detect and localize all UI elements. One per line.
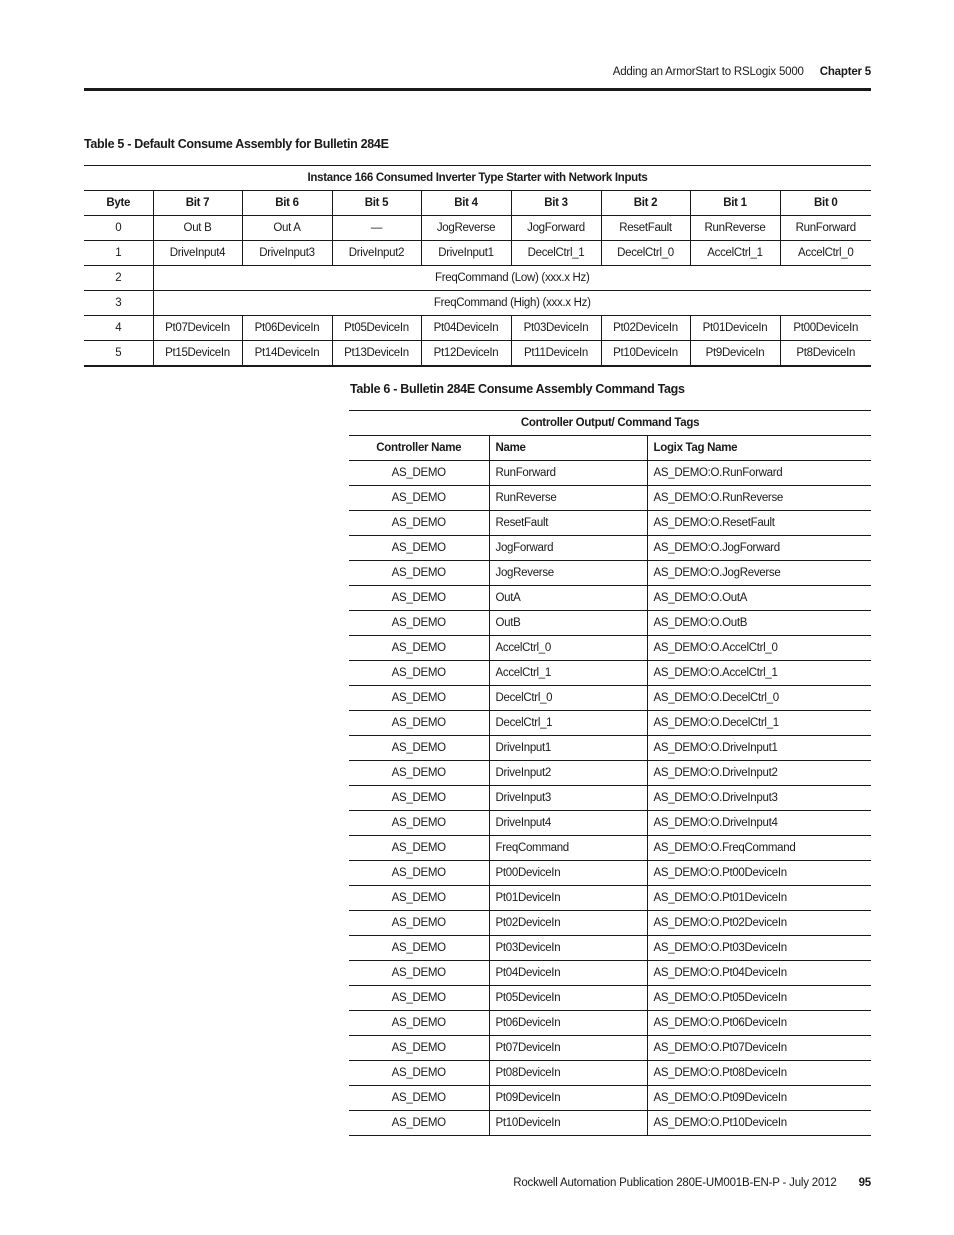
byte-cell: 3 bbox=[84, 291, 153, 316]
column-header: Bit 4 bbox=[421, 191, 511, 216]
tag-name-cell: Pt03DeviceIn bbox=[489, 936, 647, 961]
bit-cell: AccelCtrl_1 bbox=[690, 241, 780, 266]
logix-tag-cell: AS_DEMO:O.Pt05DeviceIn bbox=[647, 986, 871, 1011]
bit-cell: JogReverse bbox=[421, 216, 511, 241]
tag-name-cell: Pt01DeviceIn bbox=[489, 886, 647, 911]
column-header: Bit 3 bbox=[511, 191, 601, 216]
controller-name-cell: AS_DEMO bbox=[349, 611, 489, 636]
table-row bbox=[349, 861, 871, 886]
logix-tag-cell: AS_DEMO:O.FreqCommand bbox=[647, 836, 871, 861]
page-header bbox=[84, 66, 871, 78]
byte-cell: 2 bbox=[84, 266, 153, 291]
controller-name-cell: AS_DEMO bbox=[349, 461, 489, 486]
logix-tag-cell: AS_DEMO:O.DriveInput4 bbox=[647, 811, 871, 836]
page-number: 95 bbox=[858, 1177, 871, 1189]
tag-name-cell: DriveInput2 bbox=[489, 761, 647, 786]
controller-name-cell: AS_DEMO bbox=[349, 661, 489, 686]
byte-cell: 0 bbox=[84, 216, 153, 241]
table-row bbox=[349, 811, 871, 836]
byte-cell: 1 bbox=[84, 241, 153, 266]
controller-name-cell: AS_DEMO bbox=[349, 586, 489, 611]
logix-tag-cell: AS_DEMO:O.DecelCtrl_0 bbox=[647, 686, 871, 711]
bit-cell: FreqCommand (High) (xxx.x Hz) bbox=[153, 291, 871, 316]
tag-name-cell: DecelCtrl_0 bbox=[489, 686, 647, 711]
bit-cell: Pt13DeviceIn bbox=[332, 341, 421, 367]
controller-name-cell: AS_DEMO bbox=[349, 636, 489, 661]
bit-cell: Pt06DeviceIn bbox=[242, 316, 332, 341]
table-row bbox=[349, 561, 871, 586]
tag-name-cell: DecelCtrl_1 bbox=[489, 711, 647, 736]
controller-name-cell: AS_DEMO bbox=[349, 686, 489, 711]
bit-cell: Pt10DeviceIn bbox=[601, 341, 690, 367]
bit-cell: DriveInput1 bbox=[421, 241, 511, 266]
controller-name-cell: AS_DEMO bbox=[349, 736, 489, 761]
table-row bbox=[349, 686, 871, 711]
table6-title-row bbox=[349, 411, 871, 436]
table5-title: Instance 166 Consumed Inverter Type Starter with Network Inputs bbox=[84, 166, 871, 191]
column-header: Name bbox=[489, 436, 647, 461]
table-row bbox=[349, 636, 871, 661]
tag-name-cell: AccelCtrl_1 bbox=[489, 661, 647, 686]
logix-tag-cell: AS_DEMO:O.Pt01DeviceIn bbox=[647, 886, 871, 911]
table-row bbox=[84, 341, 871, 367]
logix-tag-cell: AS_DEMO:O.Pt03DeviceIn bbox=[647, 936, 871, 961]
byte-cell: 5 bbox=[84, 341, 153, 367]
logix-tag-cell: AS_DEMO:O.RunReverse bbox=[647, 486, 871, 511]
tag-name-cell: Pt04DeviceIn bbox=[489, 961, 647, 986]
table-row bbox=[84, 316, 871, 341]
logix-tag-cell: AS_DEMO:O.Pt04DeviceIn bbox=[647, 961, 871, 986]
logix-tag-cell: AS_DEMO:O.ResetFault bbox=[647, 511, 871, 536]
tag-name-cell: RunReverse bbox=[489, 486, 647, 511]
column-header: Controller Name bbox=[349, 436, 489, 461]
bit-cell: Pt15DeviceIn bbox=[153, 341, 242, 367]
table-row bbox=[349, 511, 871, 536]
tag-name-cell: RunForward bbox=[489, 461, 647, 486]
byte-cell: 4 bbox=[84, 316, 153, 341]
column-header: Byte bbox=[84, 191, 153, 216]
controller-name-cell: AS_DEMO bbox=[349, 1036, 489, 1061]
bit-cell: Pt01DeviceIn bbox=[690, 316, 780, 341]
controller-name-cell: AS_DEMO bbox=[349, 911, 489, 936]
bit-cell: FreqCommand (Low) (xxx.x Hz) bbox=[153, 266, 871, 291]
logix-tag-cell: AS_DEMO:O.Pt02DeviceIn bbox=[647, 911, 871, 936]
logix-tag-cell: AS_DEMO:O.Pt10DeviceIn bbox=[647, 1111, 871, 1136]
table-row bbox=[349, 711, 871, 736]
table-row bbox=[349, 1036, 871, 1061]
table-row bbox=[349, 461, 871, 486]
table-row bbox=[349, 486, 871, 511]
header-chapter: Chapter 5 bbox=[819, 66, 871, 78]
logix-tag-cell: AS_DEMO:O.Pt00DeviceIn bbox=[647, 861, 871, 886]
logix-tag-cell: AS_DEMO:O.OutA bbox=[647, 586, 871, 611]
controller-name-cell: AS_DEMO bbox=[349, 486, 489, 511]
bit-cell: Pt07DeviceIn bbox=[153, 316, 242, 341]
table6-header-row bbox=[349, 436, 871, 461]
column-header: Bit 5 bbox=[332, 191, 421, 216]
logix-tag-cell: AS_DEMO:O.Pt06DeviceIn bbox=[647, 1011, 871, 1036]
bit-cell: Out A bbox=[242, 216, 332, 241]
table-row bbox=[349, 1011, 871, 1036]
bit-cell: Pt02DeviceIn bbox=[601, 316, 690, 341]
logix-tag-cell: AS_DEMO:O.AccelCtrl_0 bbox=[647, 636, 871, 661]
tag-name-cell: OutA bbox=[489, 586, 647, 611]
controller-name-cell: AS_DEMO bbox=[349, 786, 489, 811]
bit-cell: Pt04DeviceIn bbox=[421, 316, 511, 341]
tag-name-cell: Pt06DeviceIn bbox=[489, 1011, 647, 1036]
logix-tag-cell: AS_DEMO:O.DriveInput2 bbox=[647, 761, 871, 786]
bit-cell: — bbox=[332, 216, 421, 241]
logix-tag-cell: AS_DEMO:O.AccelCtrl_1 bbox=[647, 661, 871, 686]
table-row bbox=[349, 961, 871, 986]
bit-cell: Pt03DeviceIn bbox=[511, 316, 601, 341]
table-row bbox=[84, 241, 871, 266]
bit-cell: DecelCtrl_1 bbox=[511, 241, 601, 266]
column-header: Bit 1 bbox=[690, 191, 780, 216]
logix-tag-cell: AS_DEMO:O.Pt09DeviceIn bbox=[647, 1086, 871, 1111]
controller-name-cell: AS_DEMO bbox=[349, 986, 489, 1011]
logix-tag-cell: AS_DEMO:O.JogForward bbox=[647, 536, 871, 561]
bit-cell: Pt05DeviceIn bbox=[332, 316, 421, 341]
column-header: Bit 2 bbox=[601, 191, 690, 216]
tag-name-cell: Pt05DeviceIn bbox=[489, 986, 647, 1011]
tag-name-cell: AccelCtrl_0 bbox=[489, 636, 647, 661]
table-row bbox=[349, 586, 871, 611]
tag-name-cell: DriveInput1 bbox=[489, 736, 647, 761]
bit-cell: DriveInput3 bbox=[242, 241, 332, 266]
bit-cell: Pt14DeviceIn bbox=[242, 341, 332, 367]
bit-cell: Out B bbox=[153, 216, 242, 241]
bit-cell: ResetFault bbox=[601, 216, 690, 241]
controller-name-cell: AS_DEMO bbox=[349, 536, 489, 561]
tag-name-cell: OutB bbox=[489, 611, 647, 636]
controller-name-cell: AS_DEMO bbox=[349, 1061, 489, 1086]
table5-header-row bbox=[84, 191, 871, 216]
controller-name-cell: AS_DEMO bbox=[349, 1111, 489, 1136]
table-row bbox=[349, 886, 871, 911]
table-row bbox=[84, 216, 871, 241]
table5-title-row bbox=[84, 166, 871, 191]
bit-cell: DriveInput4 bbox=[153, 241, 242, 266]
tag-name-cell: JogForward bbox=[489, 536, 647, 561]
controller-name-cell: AS_DEMO bbox=[349, 1086, 489, 1111]
bit-cell: DecelCtrl_0 bbox=[601, 241, 690, 266]
table-row bbox=[349, 1061, 871, 1086]
logix-tag-cell: AS_DEMO:O.Pt07DeviceIn bbox=[647, 1036, 871, 1061]
bit-cell: Pt11DeviceIn bbox=[511, 341, 601, 367]
logix-tag-cell: AS_DEMO:O.DecelCtrl_1 bbox=[647, 711, 871, 736]
logix-tag-cell: AS_DEMO:O.OutB bbox=[647, 611, 871, 636]
page-footer bbox=[84, 1177, 871, 1189]
logix-tag-cell: AS_DEMO:O.RunForward bbox=[647, 461, 871, 486]
controller-name-cell: AS_DEMO bbox=[349, 961, 489, 986]
table6-caption: Table 6 - Bulletin 284E Consume Assembly Command Tags bbox=[350, 382, 685, 396]
bit-cell: Pt12DeviceIn bbox=[421, 341, 511, 367]
column-header: Bit 7 bbox=[153, 191, 242, 216]
logix-tag-cell: AS_DEMO:O.DriveInput3 bbox=[647, 786, 871, 811]
bit-cell: RunForward bbox=[780, 216, 871, 241]
header-rule bbox=[84, 88, 871, 91]
controller-name-cell: AS_DEMO bbox=[349, 711, 489, 736]
table-row bbox=[349, 761, 871, 786]
table6-body bbox=[349, 411, 871, 1136]
table-row bbox=[84, 291, 871, 316]
controller-name-cell: AS_DEMO bbox=[349, 836, 489, 861]
tag-name-cell: Pt00DeviceIn bbox=[489, 861, 647, 886]
controller-name-cell: AS_DEMO bbox=[349, 861, 489, 886]
tag-name-cell: DriveInput4 bbox=[489, 811, 647, 836]
tag-name-cell: Pt02DeviceIn bbox=[489, 911, 647, 936]
tag-name-cell: JogReverse bbox=[489, 561, 647, 586]
tag-name-cell: FreqCommand bbox=[489, 836, 647, 861]
column-header: Bit 6 bbox=[242, 191, 332, 216]
table-row bbox=[349, 611, 871, 636]
tag-name-cell: ResetFault bbox=[489, 511, 647, 536]
controller-name-cell: AS_DEMO bbox=[349, 811, 489, 836]
bit-cell: Pt9DeviceIn bbox=[690, 341, 780, 367]
tag-name-cell: Pt08DeviceIn bbox=[489, 1061, 647, 1086]
bit-cell: RunReverse bbox=[690, 216, 780, 241]
header-section-title: Adding an ArmorStart to RSLogix 5000 bbox=[612, 66, 804, 78]
table6-title: Controller Output/ Command Tags bbox=[349, 411, 871, 436]
column-header: Logix Tag Name bbox=[647, 436, 871, 461]
tag-name-cell: DriveInput3 bbox=[489, 786, 647, 811]
tag-name-cell: Pt07DeviceIn bbox=[489, 1036, 647, 1061]
controller-name-cell: AS_DEMO bbox=[349, 561, 489, 586]
bit-cell: AccelCtrl_0 bbox=[780, 241, 871, 266]
table-row bbox=[349, 736, 871, 761]
table-row bbox=[349, 1086, 871, 1111]
table-row bbox=[349, 836, 871, 861]
logix-tag-cell: AS_DEMO:O.Pt08DeviceIn bbox=[647, 1061, 871, 1086]
table5-caption: Table 5 - Default Consume Assembly for Bulletin 284E bbox=[84, 137, 389, 151]
controller-name-cell: AS_DEMO bbox=[349, 936, 489, 961]
tag-name-cell: Pt10DeviceIn bbox=[489, 1111, 647, 1136]
bit-cell: Pt8DeviceIn bbox=[780, 341, 871, 367]
bit-cell: Pt00DeviceIn bbox=[780, 316, 871, 341]
logix-tag-cell: AS_DEMO:O.JogReverse bbox=[647, 561, 871, 586]
table-row bbox=[84, 266, 871, 291]
table-row bbox=[349, 786, 871, 811]
table-row bbox=[349, 1111, 871, 1136]
table-row bbox=[349, 536, 871, 561]
table-row bbox=[349, 986, 871, 1011]
table-row bbox=[349, 661, 871, 686]
table5 bbox=[84, 165, 871, 367]
footer-publication: Rockwell Automation Publication 280E-UM001B-EN-P - July 2012 bbox=[513, 1177, 837, 1189]
controller-name-cell: AS_DEMO bbox=[349, 1011, 489, 1036]
table-row bbox=[349, 936, 871, 961]
table-row bbox=[349, 911, 871, 936]
controller-name-cell: AS_DEMO bbox=[349, 511, 489, 536]
controller-name-cell: AS_DEMO bbox=[349, 886, 489, 911]
table5-body bbox=[84, 166, 871, 367]
controller-name-cell: AS_DEMO bbox=[349, 761, 489, 786]
table6 bbox=[349, 410, 871, 1136]
bit-cell: JogForward bbox=[511, 216, 601, 241]
logix-tag-cell: AS_DEMO:O.DriveInput1 bbox=[647, 736, 871, 761]
tag-name-cell: Pt09DeviceIn bbox=[489, 1086, 647, 1111]
column-header: Bit 0 bbox=[780, 191, 871, 216]
bit-cell: DriveInput2 bbox=[332, 241, 421, 266]
